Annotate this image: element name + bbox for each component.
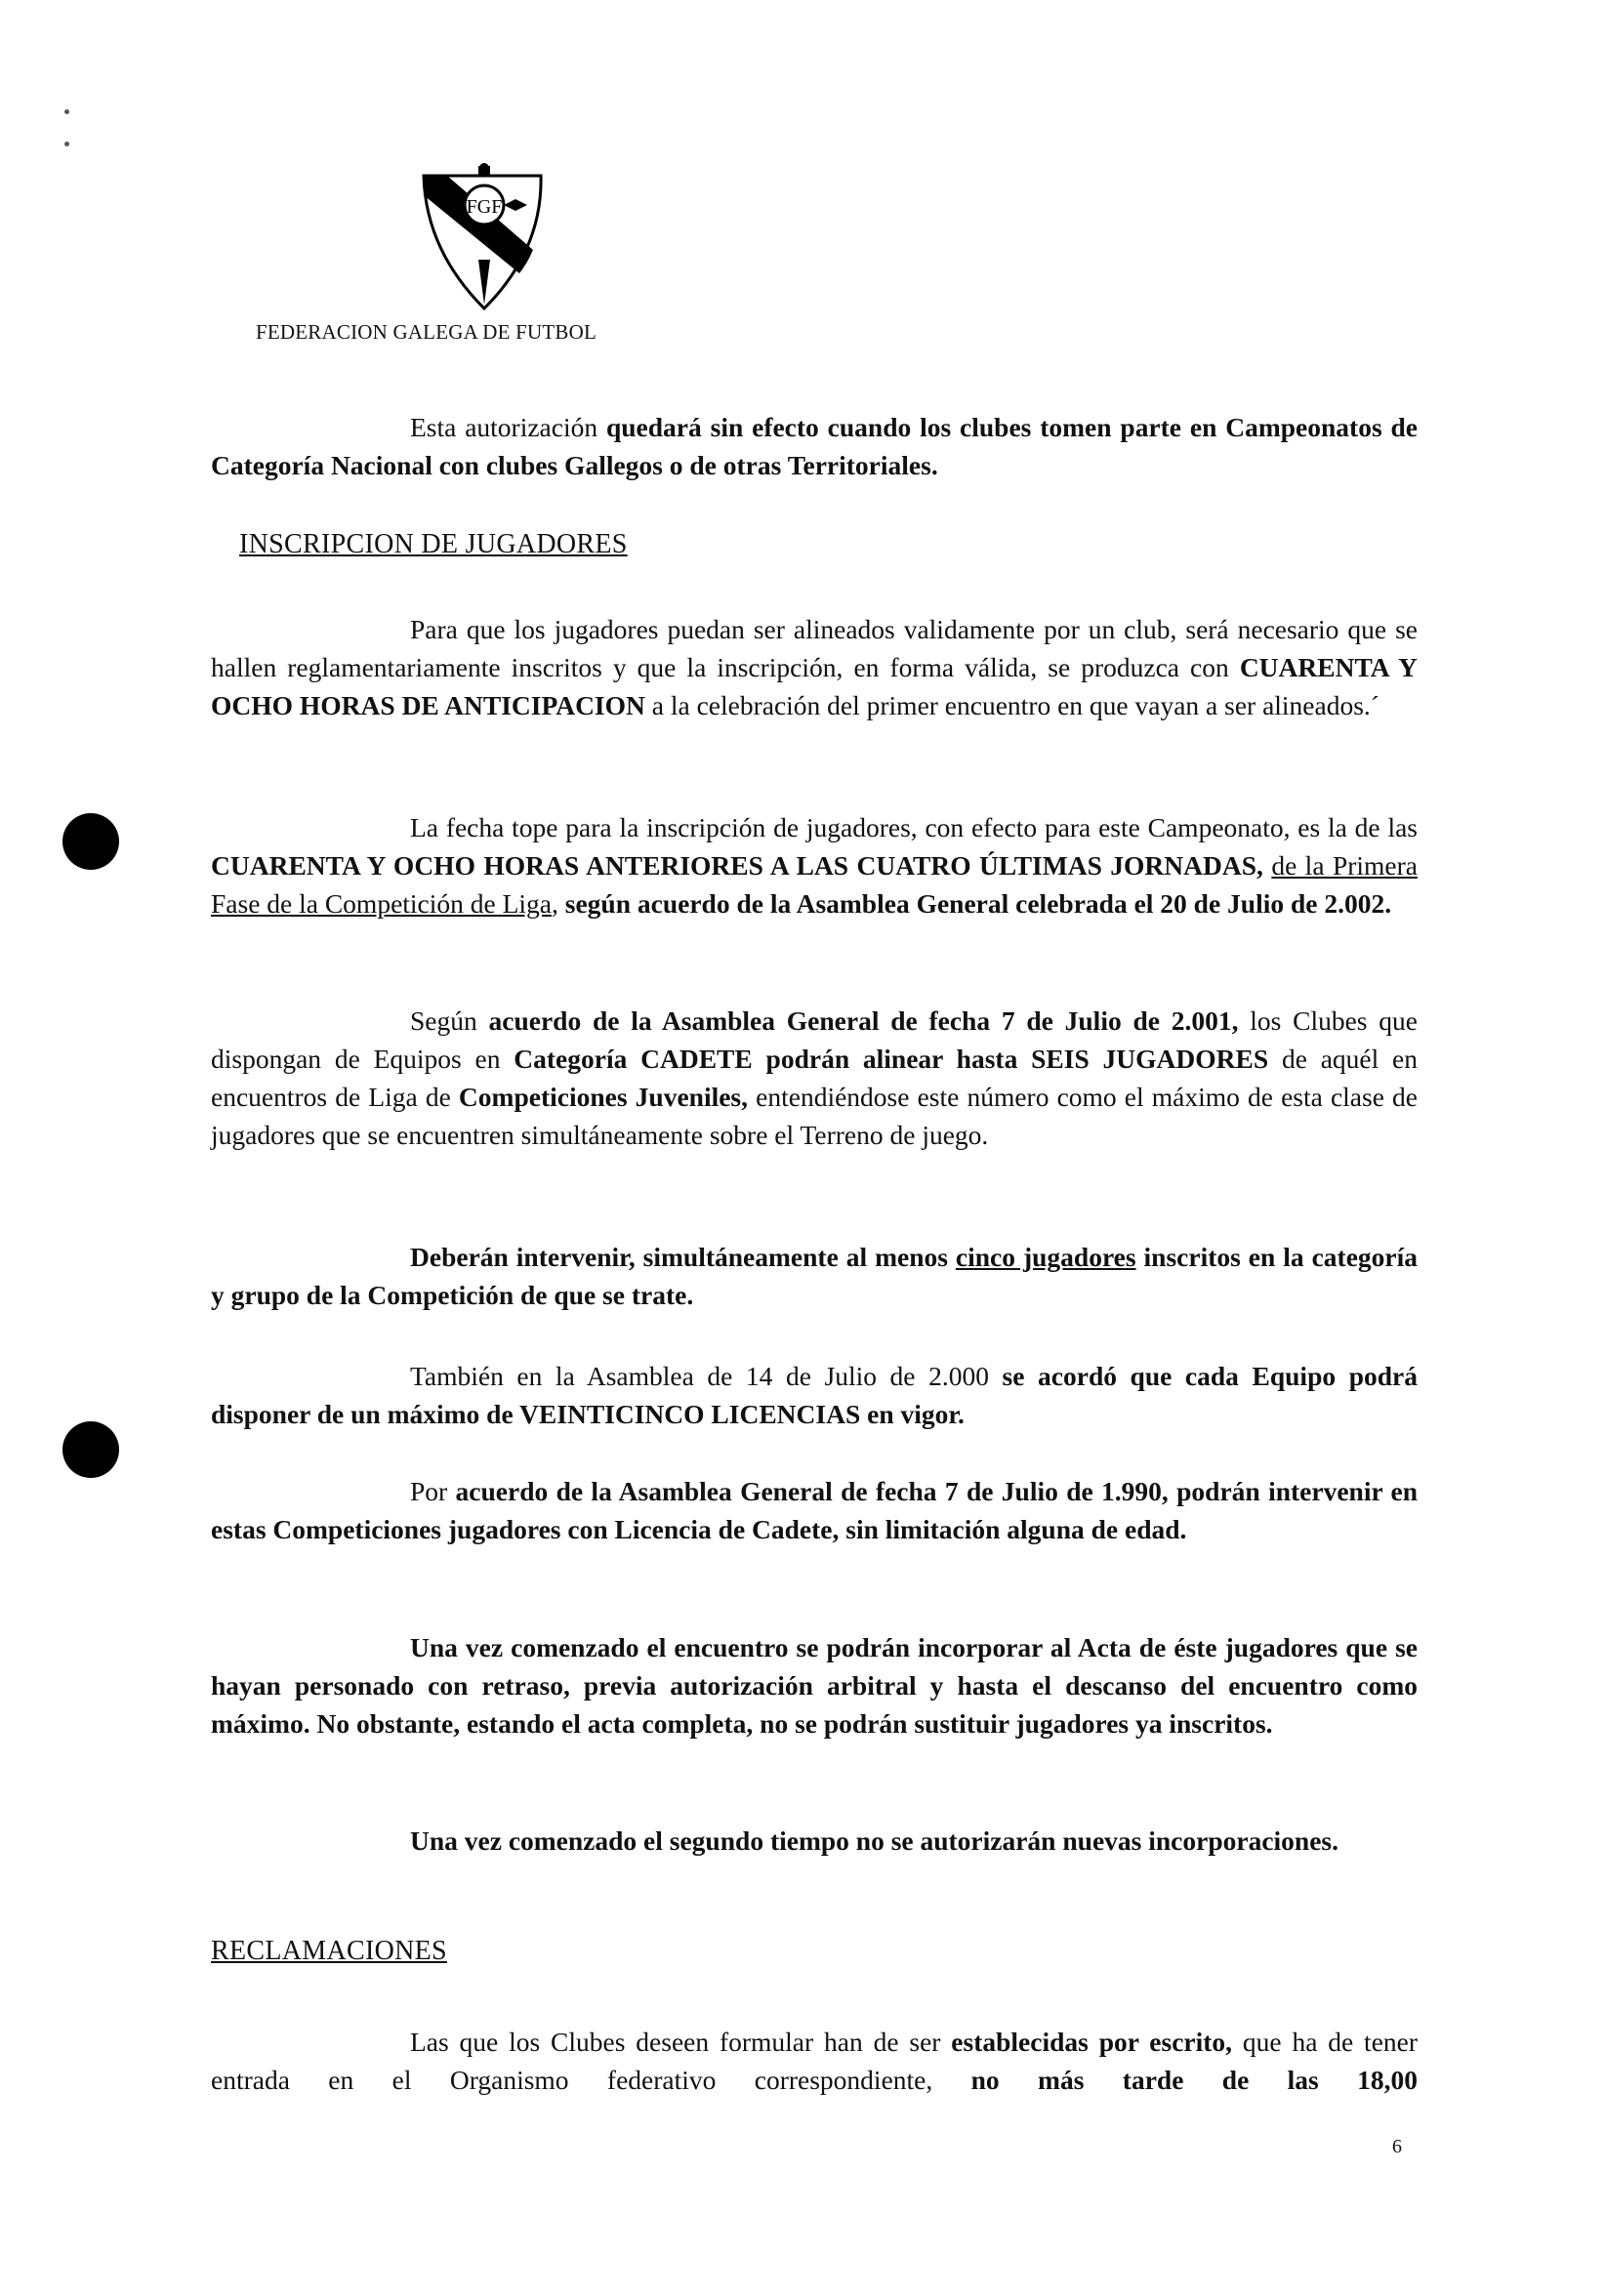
text-segment: establecidas por escrito,: [951, 2027, 1233, 2057]
text-segment: entendiéndose este número como el máximo de esta clase de jugadores que se encuentren simultáneamente sobre el Terreno de juego.: [211, 1082, 1418, 1150]
paragraph-licenses: [211, 1357, 1418, 1433]
punch-hole-top: [62, 813, 119, 870]
text-segment: La fecha tope para la inscripción de jugadores, con efecto para este Campeonato, es la de las: [410, 812, 1418, 842]
text-segment: Por: [410, 1476, 456, 1506]
federation-logo: [418, 162, 555, 314]
paragraph-claims: [211, 2023, 1418, 2099]
heading-reclamaciones: RECLAMACIONES: [211, 1936, 447, 1966]
text-segment: Una vez comenzado el encuentro se podrán incorporar al Acta de éste jugadores que se hayan personado con retraso, previa autorización arbitral y hasta el descanso del encuentro como máximo. No obstante, estando el acta completa, no se podrán sustituir jugadores ya inscritos.: [211, 1632, 1418, 1739]
paragraph-deadline: [211, 808, 1418, 922]
text-segment: acuerdo de la Asamblea General de fecha 7 de Julio de 1.990, podrán intervenir en estas Competiciones jugadores con Licencia de Cadete, sin limitación alguna de edad.: [211, 1476, 1419, 1544]
paragraph-registration: [211, 610, 1418, 724]
text-segment: inscritos en la categoría y grupo de la Competición de que se trate.: [211, 1242, 1418, 1310]
page-number: 6: [1392, 2136, 1402, 2157]
paragraph-cadete: [211, 1002, 1418, 1154]
text-segment: Categoría CADETE podrán alinear hasta SEIS JUGADORES: [514, 1044, 1269, 1074]
text-segment: quedará sin efecto cuando los clubes tomen parte en Campeonatos de Categoría Nacional con clubes Gallegos o de otras Territoriales.: [211, 412, 1418, 480]
scan-speck: [64, 109, 69, 114]
text-segment: se acordó que cada Equipo podrá disponer de un máximo de VEINTICINCO LICENCIAS en vigor.: [211, 1361, 1418, 1429]
text-segment: acuerdo de la Asamblea General de fecha 7 de Julio de 2.001,: [488, 1005, 1239, 1036]
text-segment: ,: [552, 888, 558, 919]
text-segment: Para que los jugadores puedan ser alineados validamente por un club, será necesario que se hallen reglamentariamente inscritos y que la inscripción, en forma válida, se produzca con: [211, 614, 1418, 682]
text-segment: de aquél en encuentros de Liga de: [211, 1044, 1418, 1112]
text-segment: según acuerdo de la Asamblea General celebrada el 20 de Julio de 2.002.: [557, 888, 1392, 919]
text-segment: a la celebración del primer encuentro en que vayan a ser alineados.´: [644, 690, 1379, 720]
punch-hole-bottom: [62, 1421, 119, 1478]
text-segment: Esta autorización: [410, 412, 606, 442]
text-segment: Según: [410, 1005, 489, 1036]
organization-name: FEDERACION GALEGA DE FUTBOL: [256, 320, 597, 344]
paragraph-five-players: [211, 1238, 1418, 1314]
paragraph-second-half: [211, 1822, 1418, 1860]
text-segment: Una vez comenzado el segundo tiempo no se autorizarán nuevas incorporaciones.: [410, 1825, 1338, 1856]
scan-speck: [64, 142, 69, 146]
text-segment: cinco jugadores: [955, 1242, 1136, 1272]
text-segment: Competiciones Juveniles,: [458, 1082, 749, 1112]
heading-inscripcion: INSCRIPCION DE JUGADORES: [239, 529, 628, 559]
logo-monogram: FGF: [466, 196, 503, 218]
text-segment: CUARENTA Y OCHO HORAS ANTERIORES A LAS CUATRO ÚLTIMAS JORNADAS,: [211, 850, 1263, 881]
text-segment: Las que los Clubes deseen formular han de ser: [410, 2027, 952, 2057]
text-segment: CUARENTA Y OCHO HORAS DE ANTICIPACION: [211, 652, 1418, 720]
text-segment: que ha de tener entrada en el Organismo federativo correspondiente,: [211, 2027, 1419, 2095]
paragraph-cadete-license: [211, 1472, 1418, 1548]
paragraph-late-players: [211, 1628, 1418, 1742]
paragraph-authorization: [211, 408, 1418, 484]
text-segment: los Clubes que dispongan de Equipos en: [211, 1005, 1418, 1074]
text-segment: Deberán intervenir, simultáneamente al menos: [410, 1242, 956, 1272]
text-segment: de la Primera Fase de la Competición de Liga: [211, 850, 1418, 919]
text-segment: no más tarde de las 18,00: [970, 2065, 1418, 2095]
text-segment: También en la Asamblea de 14 de Julio de 2.000: [410, 1361, 1003, 1391]
